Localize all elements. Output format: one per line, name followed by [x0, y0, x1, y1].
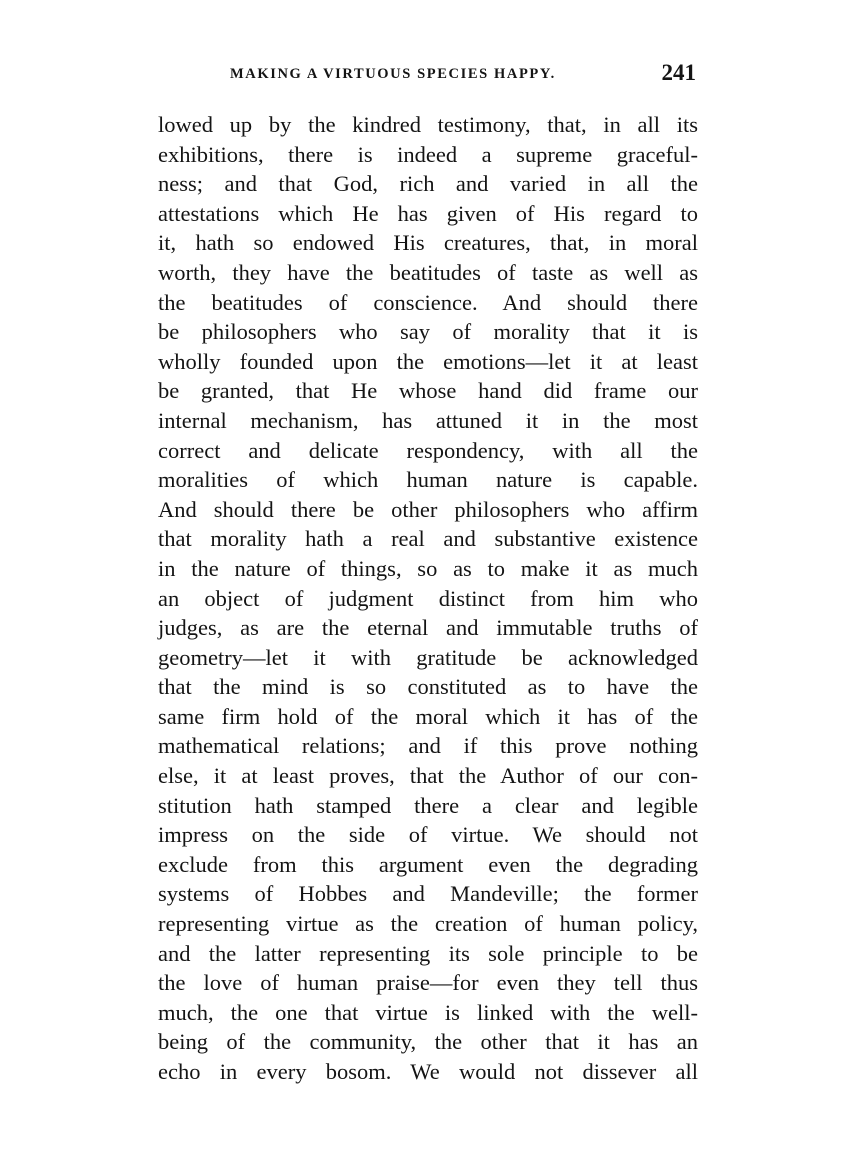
text-line: it, hath so endowed His creatures, that, in moral: [158, 230, 698, 256]
text-line: mathematical relations; and if this prove nothing: [158, 733, 698, 759]
text-line: geometry—let it with gratitude be acknowledged: [158, 644, 698, 670]
text-line: exhibitions, there is indeed a supreme graceful-: [158, 141, 698, 167]
body-text: [158, 110, 698, 1087]
text-line: be philosophers who say of morality that it is: [158, 319, 698, 345]
text-line: much, the one that virtue is linked with the well-: [158, 999, 698, 1025]
text-line: echo in every bosom. We would not dissever all: [158, 1059, 698, 1084]
text-line: moralities of which human nature is capable.: [158, 467, 698, 493]
text-line: correct and delicate respondency, with all the: [158, 437, 698, 463]
text-line: same firm hold of the moral which it has of the: [158, 703, 698, 729]
text-line: be granted, that He whose hand did frame our: [158, 378, 698, 404]
text-line: representing virtue as the creation of human policy,: [158, 911, 698, 937]
text-line: the love of human praise—for even they tell thus: [158, 970, 698, 996]
text-line: else, it at least proves, that the Author of our con-: [158, 763, 698, 789]
text-line: attestations which He has given of His regard to: [158, 200, 698, 226]
text-line: in the nature of things, so as to make it as much: [158, 555, 698, 581]
text-line: judges, as are the eternal and immutable truths of: [158, 615, 698, 641]
text-line: the beatitudes of conscience. And should there: [158, 289, 698, 315]
text-line: And should there be other philosophers who affirm: [158, 496, 698, 522]
text-line: impress on the side of virtue. We should not: [158, 822, 698, 848]
text-line: internal mechanism, has attuned it in the most: [158, 407, 698, 433]
text-line: systems of Hobbes and Mandeville; the former: [158, 881, 698, 907]
text-line: an object of judgment distinct from him who: [158, 585, 698, 611]
page-number: 241: [661, 60, 696, 85]
text-line: lowed up by the kindred testimony, that, in all its: [158, 112, 698, 137]
text-line: stitution hath stamped there a clear and legible: [158, 792, 698, 818]
text-line: worth, they have the beatitudes of taste as well as: [158, 259, 698, 285]
running-head: [158, 60, 698, 90]
text-line: being of the community, the other that it has an: [158, 1029, 698, 1055]
text-line: and the latter representing its sole principle to be: [158, 940, 698, 966]
text-line: that the mind is so constituted as to have the: [158, 674, 698, 700]
text-line: that morality hath a real and substantive existence: [158, 526, 698, 552]
running-title: MAKING A VIRTUOUS SPECIES HAPPY.: [230, 66, 556, 82]
text-line: ness; and that God, rich and varied in all the: [158, 171, 698, 197]
text-line: wholly founded upon the emotions—let it at least: [158, 348, 698, 374]
text-line: exclude from this argument even the degrading: [158, 851, 698, 877]
